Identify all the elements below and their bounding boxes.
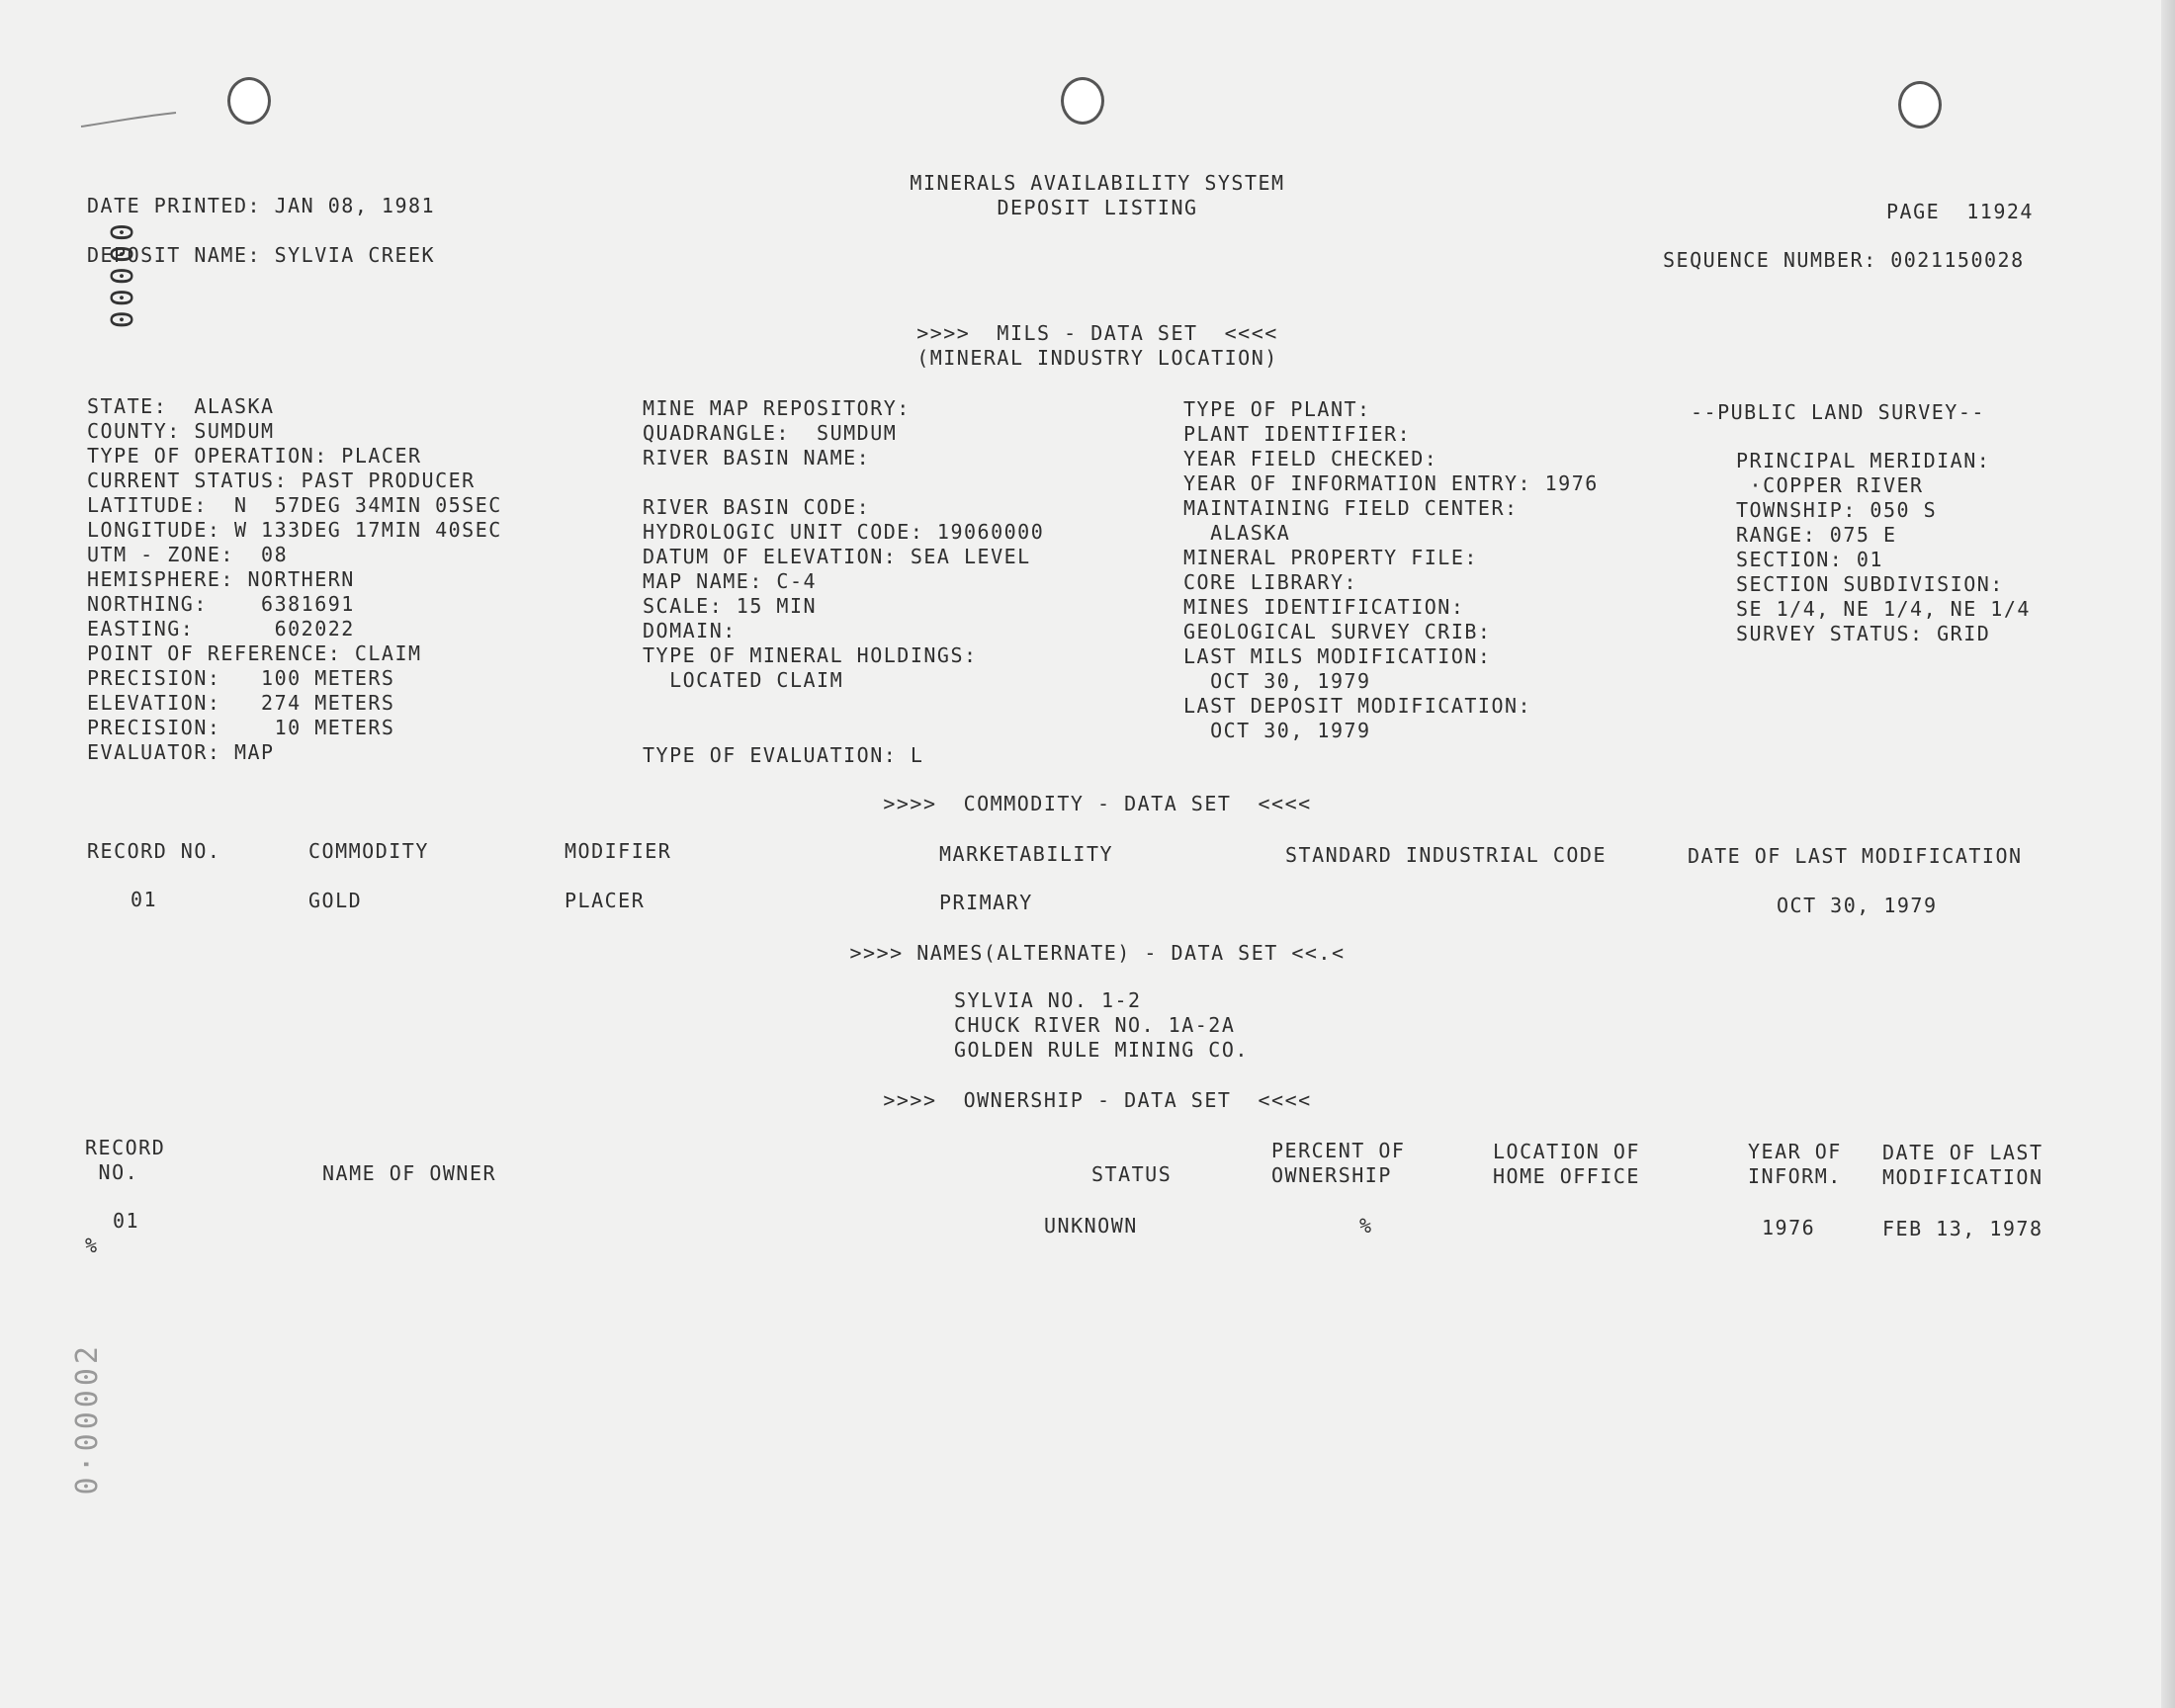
field-hemisphere: HEMISPHERE: NORTHERN: [87, 567, 355, 591]
commodity-header-sic: STANDARD INDUSTRIAL CODE: [1285, 843, 1607, 867]
ownership-status: UNKNOWN: [1044, 1214, 1138, 1238]
field-field-center-value: ALASKA: [1183, 521, 1291, 545]
field-mineral-property-file: MINERAL PROPERTY FILE:: [1183, 546, 1478, 569]
field-year-field-checked: YEAR FIELD CHECKED:: [1183, 447, 1438, 470]
field-last-deposit-modification-date: OCT 30, 1979: [1183, 719, 1371, 742]
binder-hole-left: [227, 77, 271, 125]
commodity-section-title: >>>> COMMODITY - DATA SET <<<<: [883, 792, 1312, 815]
ownership-date-modified: FEB 13, 1978: [1882, 1217, 2044, 1240]
field-longitude: LONGITUDE: W 133DEG 17MIN 40SEC: [87, 518, 502, 542]
field-point-of-reference: POINT OF REFERENCE: CLAIM: [87, 641, 422, 665]
field-hydrologic-unit-code: HYDROLOGIC UNIT CODE: 19060000: [643, 520, 1045, 544]
field-section-subdivision: SECTION SUBDIVISION:: [1736, 572, 2004, 596]
field-principal-meridian-value: ·COPPER RIVER: [1736, 473, 1924, 497]
field-operation-type: TYPE OF OPERATION: PLACER: [87, 444, 422, 468]
margin-code-top: 00000: [103, 223, 137, 333]
field-latitude: LATITUDE: N 57DEG 34MIN 05SEC: [87, 493, 502, 517]
field-easting: EASTING: 602022: [87, 617, 355, 640]
header-line: DATE OF LAST: [1882, 1141, 2044, 1164]
system-title: MINERALS AVAILABILITY SYSTEM: [910, 171, 1285, 195]
page-edge: [2161, 0, 2175, 1708]
field-county: COUNTY: SUMDUM: [87, 419, 275, 443]
ownership-header-date-modified: [1882, 1141, 2044, 1190]
ownership-record-no: 01: [113, 1209, 140, 1233]
field-northing: NORTHING: 6381691: [87, 592, 355, 616]
public-land-survey-title: --PUBLIC LAND SURVEY--: [1691, 400, 1985, 424]
field-map-name: MAP NAME: C-4: [643, 569, 818, 593]
mils-section-title: >>>> MILS - DATA SET <<<<: [916, 321, 1278, 345]
location-fields-column: [87, 394, 502, 765]
mils-section-subtitle: (MINERAL INDUSTRY LOCATION): [916, 346, 1278, 370]
public-land-survey-column: [1736, 449, 2031, 646]
ownership-header-status: STATUS: [1091, 1162, 1173, 1186]
commodity-header-marketability: MARKETABILITY: [939, 842, 1114, 866]
end-of-record-marker: %: [85, 1234, 99, 1257]
administrative-fields-column: [1183, 397, 1599, 743]
field-domain: DOMAIN:: [643, 619, 737, 642]
field-scale: SCALE: 15 MIN: [643, 594, 818, 618]
field-last-deposit-modification: LAST DEPOSIT MODIFICATION:: [1183, 694, 1532, 718]
field-evaluator: EVALUATOR: MAP: [87, 740, 275, 764]
date-printed: DATE PRINTED: JAN 08, 1981: [87, 194, 436, 217]
header-line: MODIFICATION: [1882, 1165, 2044, 1189]
field-principal-meridian: PRINCIPAL MERIDIAN:: [1736, 449, 1991, 472]
commodity-name: GOLD: [308, 889, 363, 912]
blank-line: [643, 470, 1044, 495]
field-elevation-precision: PRECISION: 10 METERS: [87, 716, 395, 739]
header-line: HOME OFFICE: [1493, 1164, 1640, 1188]
ownership-header-percent: [1271, 1139, 1405, 1188]
ownership-percent: %: [1359, 1214, 1373, 1238]
binder-hole-center: [1061, 77, 1104, 125]
header-line: YEAR OF: [1748, 1140, 1842, 1163]
field-datum-of-elevation: DATUM OF ELEVATION: SEA LEVEL: [643, 545, 1031, 568]
header-line: OWNERSHIP: [1271, 1163, 1392, 1187]
field-type-of-evaluation: TYPE OF EVALUATION: L: [643, 743, 924, 767]
field-type-of-plant: TYPE OF PLANT:: [1183, 397, 1371, 421]
commodity-header-record-no: RECORD NO.: [87, 839, 221, 863]
map-fields-column: [643, 396, 1044, 693]
field-maintaining-field-center: MAINTAINING FIELD CENTER:: [1183, 496, 1519, 520]
field-river-basin-name: RIVER BASIN NAME:: [643, 446, 871, 470]
field-plant-identifier: PLANT IDENTIFIER:: [1183, 422, 1412, 446]
field-last-mils-modification: LAST MILS MODIFICATION:: [1183, 644, 1492, 668]
commodity-record-no: 01: [130, 888, 158, 911]
field-elevation: ELEVATION: 274 METERS: [87, 691, 395, 715]
listing-title: DEPOSIT LISTING: [997, 196, 1198, 219]
field-mine-map-repository: MINE MAP REPOSITORY:: [643, 396, 911, 420]
deposit-name: DEPOSIT NAME: SYLVIA CREEK: [87, 243, 436, 267]
ownership-section-title: >>>> OWNERSHIP - DATA SET <<<<: [883, 1088, 1312, 1112]
header-line: PERCENT OF: [1271, 1139, 1406, 1162]
header-line: RECORD: [85, 1136, 166, 1159]
header-line: NO.: [85, 1160, 139, 1184]
margin-code-bottom: 0·00002: [70, 1342, 105, 1495]
binder-hole-right: [1898, 81, 1942, 128]
field-survey-status: SURVEY STATUS: GRID: [1736, 622, 1991, 645]
ownership-year: 1976: [1762, 1216, 1816, 1239]
list-item: SYLVIA NO. 1-2: [954, 988, 1142, 1012]
commodity-header-modifier: MODIFIER: [565, 839, 672, 863]
field-quadrangle: QUADRANGLE: SUMDUM: [643, 421, 898, 445]
commodity-modifier: PLACER: [565, 889, 646, 912]
commodity-date-modified: OCT 30, 1979: [1777, 894, 1938, 917]
field-current-status: CURRENT STATUS: PAST PRODUCER: [87, 469, 476, 492]
list-item: GOLDEN RULE MINING CO.: [954, 1038, 1249, 1062]
list-item: CHUCK RIVER NO. 1A-2A: [954, 1013, 1236, 1037]
field-section-subdivision-value: SE 1/4, NE 1/4, NE 1/4: [1736, 597, 2031, 621]
field-utm-zone: UTM - ZONE: 08: [87, 543, 289, 566]
field-holdings-value: LOCATED CLAIM: [643, 668, 844, 692]
field-range: RANGE: 075 E: [1736, 523, 1897, 547]
header-line: LOCATION OF: [1493, 1140, 1640, 1163]
page-number: PAGE 11924: [1886, 200, 2034, 223]
field-year-of-information-entry: YEAR OF INFORMATION ENTRY: 1976: [1183, 471, 1599, 495]
ownership-header-name: NAME OF OWNER: [322, 1161, 497, 1185]
field-state: STATE: ALASKA: [87, 394, 275, 418]
field-mines-identification: MINES IDENTIFICATION:: [1183, 595, 1465, 619]
pen-mark-icon: [79, 111, 178, 130]
alternate-names-list: [954, 988, 1249, 1063]
ownership-header-record-no: [85, 1136, 165, 1185]
commodity-marketability: PRIMARY: [939, 891, 1033, 914]
field-geological-survey-crib: GEOLOGICAL SURVEY CRIB:: [1183, 620, 1492, 643]
header-line: INFORM.: [1748, 1164, 1842, 1188]
field-type-of-mineral-holdings: TYPE OF MINERAL HOLDINGS:: [643, 643, 978, 667]
ownership-header-location: [1493, 1140, 1640, 1189]
commodity-header-commodity: COMMODITY: [308, 839, 429, 863]
sequence-number: SEQUENCE NUMBER: 0021150028: [1663, 248, 2025, 272]
ownership-header-year: [1748, 1140, 1842, 1189]
field-last-mils-modification-date: OCT 30, 1979: [1183, 669, 1371, 693]
field-river-basin-code: RIVER BASIN CODE:: [643, 495, 871, 519]
names-section-title: >>>> NAMES(ALTERNATE) - DATA SET <<.<: [849, 941, 1346, 965]
field-core-library: CORE LIBRARY:: [1183, 570, 1358, 594]
field-section: SECTION: 01: [1736, 548, 1883, 571]
field-township: TOWNSHIP: 050 S: [1736, 498, 1938, 522]
field-precision: PRECISION: 100 METERS: [87, 666, 395, 690]
commodity-header-date-modified: DATE OF LAST MODIFICATION: [1688, 844, 2023, 868]
